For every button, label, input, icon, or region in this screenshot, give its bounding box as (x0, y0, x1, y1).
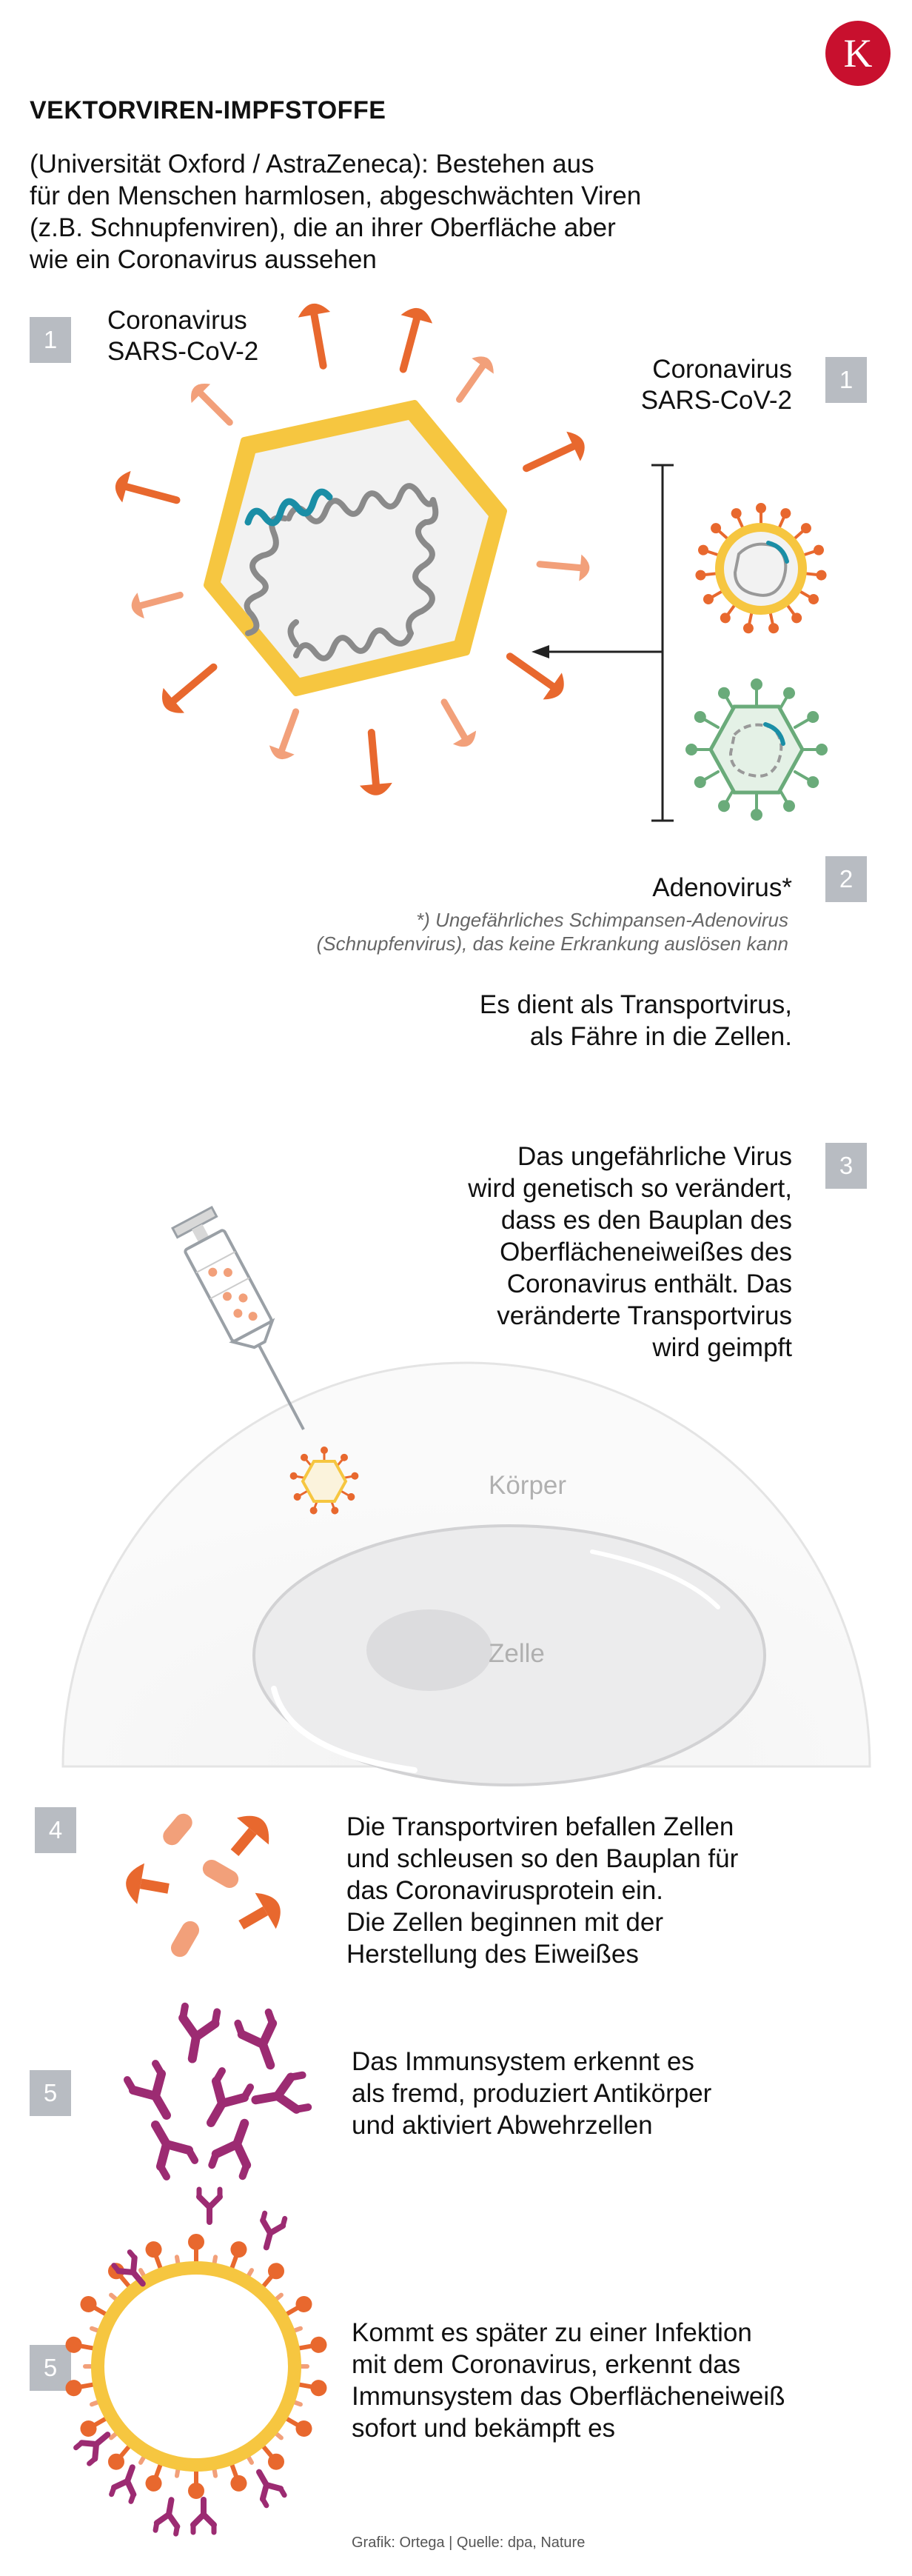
step5-line: Das Immunsystem erkennt es (352, 2047, 694, 2076)
coronavirus-label-line1: Coronavirus (107, 306, 247, 335)
step3-line: veränderte Transportvirus (497, 1301, 792, 1330)
step-badge-2: 2 (825, 856, 867, 902)
step3-line: wird geimpft (652, 1333, 792, 1362)
antibody (193, 2500, 214, 2532)
step6-line: Immunsystem das Oberflächeneiweiß (352, 2382, 785, 2411)
intro-line: (z.B. Schnupfenviren), die an ihrer Oberfläche aber (30, 213, 616, 242)
step-badge-1-right: 1 (825, 357, 867, 403)
step4-line: Die Zellen beginnen mit der (346, 1908, 664, 1937)
brand-logo: K (825, 21, 891, 86)
step4-line: Die Transportviren befallen Zellen (346, 1812, 734, 1841)
intro-line: für den Menschen harmlosen, abgeschwächten Viren (30, 181, 642, 210)
transport-text-line2: als Fähre in die Zellen. (529, 1022, 792, 1051)
step-badge-5: 5 (30, 2070, 71, 2116)
footnote-line1: *) Ungefährliches Schimpansen-Adenovirus (416, 909, 788, 931)
step5-line: und aktiviert Abwehrzellen (352, 2111, 653, 2140)
step-badge-5-second: 5 (30, 2345, 71, 2391)
coronavirus-label-line2: SARS-CoV-2 (107, 337, 259, 366)
transport-text-line1: Es dient als Transportvirus, (479, 990, 792, 1019)
antibody (155, 2498, 181, 2534)
footnote-line2: (Schnupfenvirus), das keine Erkrankung auslösen kann (316, 932, 788, 955)
intro-line: (Universität Oxford / AstraZeneca): Bestehen aus (30, 150, 594, 178)
coronavirus-right-line1: Coronavirus (652, 355, 792, 384)
intro-line: wie ein Coronavirus aussehen (30, 245, 377, 274)
step3-line: dass es den Bauplan des (500, 1206, 792, 1235)
antibody (256, 2213, 284, 2250)
step-badge-1: 1 (30, 317, 71, 363)
adenovirus-label: Adenovirus* (652, 873, 792, 902)
antibody (199, 2189, 220, 2222)
step6-line: mit dem Coronavirus, erkennt das (352, 2350, 741, 2379)
step3-line: Das ungefährliche Virus (517, 1142, 792, 1171)
source-credit: Grafik: Ortega | Quelle: dpa, Nature (352, 2535, 586, 2551)
antibody (250, 2467, 284, 2506)
body-label: Körper (489, 1471, 567, 1500)
step6-text (352, 2317, 785, 2444)
step-badge-3: 3 (825, 1143, 867, 1189)
step4-line: das Coronavirusprotein ein. (346, 1876, 664, 1905)
step6-line: Kommt es später zu einer Infektion (352, 2318, 752, 2347)
step3-line: Coronavirus enthält. Das (506, 1269, 792, 1298)
step3-line: wird genetisch so verändert, (468, 1174, 792, 1203)
cell-label: Zelle (489, 1639, 545, 1668)
step4-line: und schleusen so den Bauplan für (346, 1844, 739, 1873)
page-title: VEKTORVIREN-IMPFSTOFFE (30, 96, 386, 124)
step6-line: sofort und bekämpft es (352, 2414, 616, 2443)
coronavirus-right-line2: SARS-CoV-2 (640, 386, 792, 415)
attacked-coronavirus (67, 2236, 325, 2497)
step3-line: Oberflächeneiweißes des (500, 1238, 792, 1267)
step4-line: Herstellung des Eiweißes (346, 1940, 639, 1969)
step5-line: als fremd, produziert Antikörper (352, 2079, 712, 2108)
step-badge-4: 4 (35, 1807, 76, 1853)
